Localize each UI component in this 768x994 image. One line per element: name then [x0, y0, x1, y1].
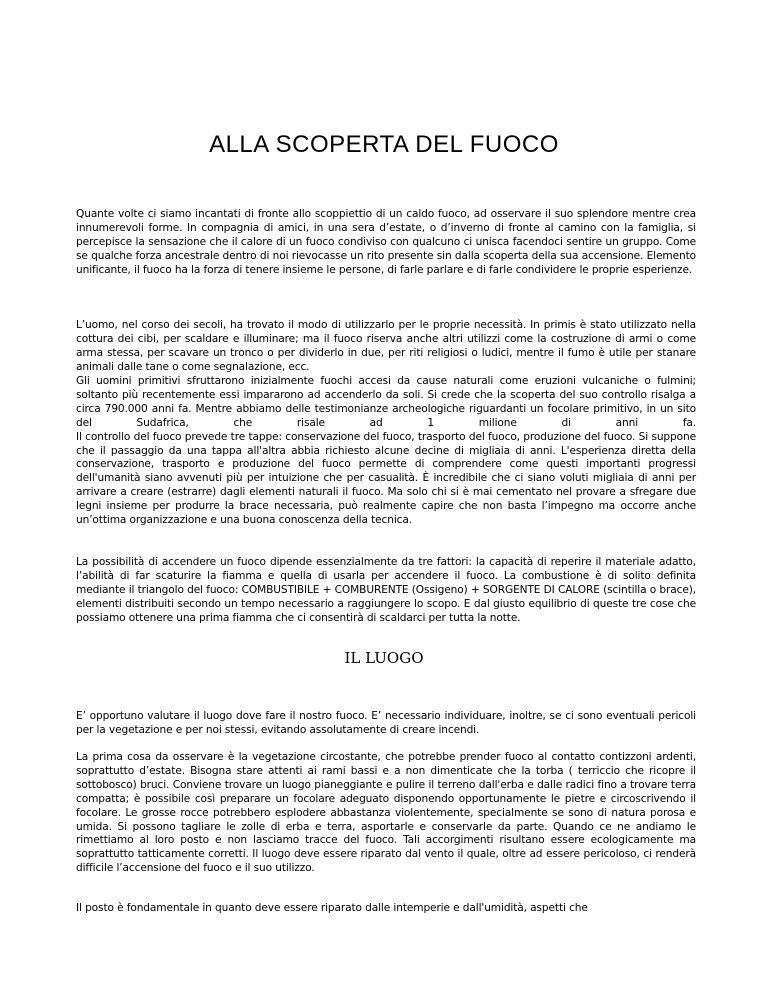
paragraph-intro: Quante volte ci siamo incantati di fronte allo scoppiettio di un caldo fuoco, ad osservare il suo splendore mentre crea innumerevoli forme. In compagnia di amici, in una sera d’estate, o d’inverno di fronte al camino con la famiglia, si percepisce la sensazione che il calore di un fuoco condiviso con qualcuno ci unisca facendoci sentire un gruppo. Come se qualche forza ancestrale dentro di noi rievocasse un rito presente sin dalla scoperta della sua accensione. Elemento unificante, il fuoco ha la forza di tenere insieme le persone, di farle parlare e di farle condividere le proprie esperienze. [76, 208, 696, 276]
paragraph-history-part-1: Gli uomini primitivi sfruttarono inizialmente fuochi accesi da cause naturali come eruzioni vulcaniche o fulmini; soltanto più recentemente essi impararono ad accenderlo da soli. Si crede che la scoperta del suo controllo risalga a circa 790.000 anni fa. Mentre abbiamo delle testimonianze archeologiche riguardanti un focolare primitivo, in un sito del Sudafrica, che risale ad 1 milione di anni fa. [76, 375, 696, 429]
paragraph-uses: L’uomo, nel corso dei secoli, ha trovato il modo di utilizzarlo per le proprie necessità. In primis è stato utilizzato nella cottura dei cibi, per scaldare e illuminare; ma il fuoco riserva anche altri utilizzi come la costruzione di armi o come arma stessa, per scavare un tronco o per dividerlo in due, per riti religiosi o ludici, mentre il fumo è utile per stanare animali dalle tane o come segnalazione, ecc. [76, 319, 696, 373]
paragraph-history [76, 375, 696, 528]
paragraph-place: E’ opportuno valutare il luogo dove fare il nostro fuoco. E’ necessario individuare, inoltre, se ci sono eventuali pericoli per la vegetazione e per noi stessi, evitando assolutamente di creare incendi. [76, 710, 696, 736]
page-title: ALLA SCOPERTA DEL FUOCO [209, 131, 559, 158]
paragraph-vegetation: La prima cosa da osservare è la vegetazione circostante, che potrebbe prender fuoco al contatto contizzoni ardenti, soprattutto d’estate. Bisogna stare attenti ai rami bassi e a non dimenticate che la torba ( terriccio che ricopre il sottobosco) bruci. Conviene trovare un luogo pianeggiante e pulire il terreno dall'erba e dalle radici fino a trovare terra compatta; è possibile così preparare un focolare adeguato disponendo opportunamente le pietre e circoscrivendo il focolare. Le grosse rocce potrebbero esplodere abbastanza violentemente, specialmente se sono di natura porosa e umida. Si possono tagliare le zolle di erba e terra, asportarle e conservarle da parte. Quando ce ne andiamo le rimettiamo al loro posto e non lasciamo tracce del fuoco. Tali accorgimenti risultano essere ecologicamente ma soprattutto tatticamente corretti. Il luogo deve essere riparato dal vento il quale, oltre ad essere pericoloso, ci renderà difficile l’accensione del fuoco e il suo utilizzo. [76, 751, 696, 875]
paragraph-shelter: Il posto è fondamentale in quanto deve essere riparato dalle intemperie e dall'umidità, aspetti che [76, 902, 588, 914]
paragraph-history-part-2: Il controllo del fuoco prevede tre tappe: conservazione del fuoco, trasporto del fuoco, produzione del fuoco. Si suppone che il passaggio da una tappa all'altra abbia richiesto alcune decine di migliaia di anni. L'esperienza diretta della conservazione, trasporto e produzione del fuoco permette di comprendere come questi importanti progressi dell'umanità siano avvenuti più per intuizione che per casualità. È incredibile che ci siano voluti migliaia di anni per arrivare a creare (estrarre) dagli elementi naturali il fuoco. Ma solo chi si è mai cementato nel provare a sfregare due legni insieme per produrre la brace necessaria, può realmente capire che non basta l’impegno ma occorre anche un’ottima organizzazione e una buona conoscenza della tecnica. [76, 430, 696, 527]
paragraph-combustion: La possibilità di accendere un fuoco dipende essenzialmente da tre fattori: la capacità di reperire il materiale adatto, l’abilità di far scaturire la fiamma e quella di usarla per accendere il fuoco. La combustione è di solito definita mediante il triangolo del fuoco: COMBUSTIBILE + COMBURENTE (Ossigeno) + SORGENTE DI CALORE (scintilla o brace), elementi distribuiti secondo un tempo necessario a raggiungere lo scopo. E dal giusto equilibrio di queste tre cose che possiamo ottenere una prima fiamma che ci consentirà di scaldarci per tutta la notte. [76, 556, 696, 624]
section-title: IL LUOGO [344, 649, 424, 667]
